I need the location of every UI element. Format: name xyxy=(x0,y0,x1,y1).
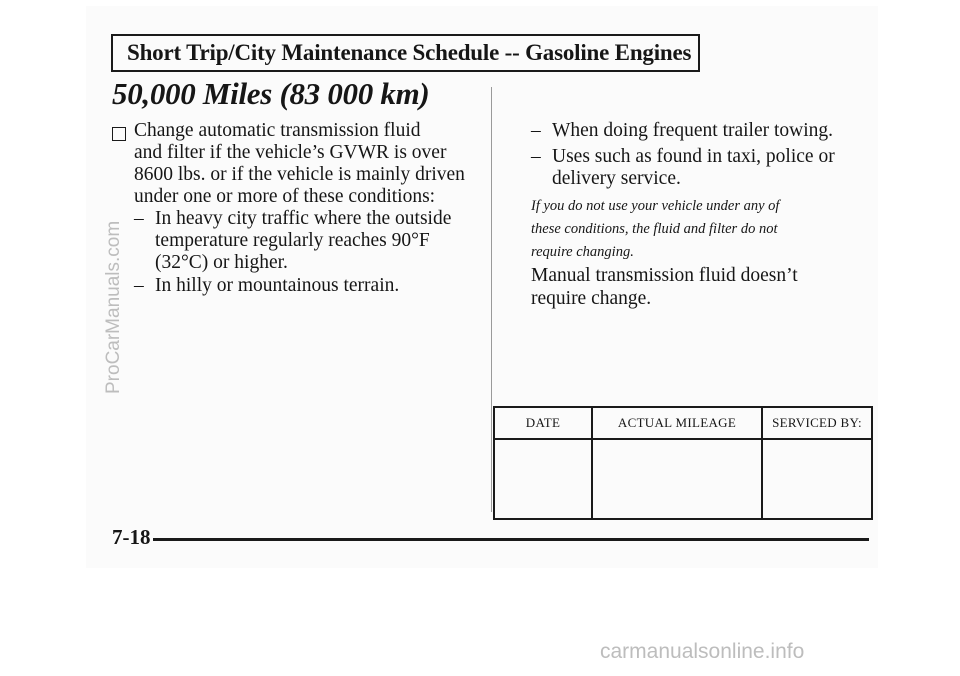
checkbox-icon[interactable] xyxy=(112,127,126,141)
service-record-table xyxy=(493,406,873,520)
manual-transmission-note xyxy=(531,264,851,310)
manual-line: Manual transmission fluid doesn’t xyxy=(531,265,798,286)
condition-line: (32°C) or higher. xyxy=(155,252,288,273)
manual-line: require change. xyxy=(531,288,652,309)
checklist-line: Change automatic transmission fluid xyxy=(134,120,421,141)
dash-bullet: – xyxy=(531,120,541,141)
dash-bullet: – xyxy=(531,146,541,167)
column-divider xyxy=(491,87,492,512)
page-number: 7-18 xyxy=(112,525,151,549)
mileage-column-header: ACTUAL MILEAGE xyxy=(592,407,762,439)
watermark-bottom: carmanualsonline.info xyxy=(600,640,805,663)
dash-bullet: – xyxy=(134,275,144,296)
italic-note xyxy=(531,195,831,264)
mileage-cell[interactable] xyxy=(592,439,762,519)
condition-line: temperature regularly reaches 90°F xyxy=(155,230,430,251)
watermark-left: ProCarManuals.com xyxy=(103,220,124,394)
checklist-line: under one or more of these conditions: xyxy=(134,186,436,207)
table-row xyxy=(494,439,872,519)
note-line: require changing. xyxy=(531,244,634,260)
footer-rule xyxy=(153,538,869,541)
table-header-row xyxy=(494,407,872,439)
serviced-by-cell[interactable] xyxy=(762,439,872,519)
serviced-by-column-header: SERVICED BY: xyxy=(762,407,872,439)
checklist-line: 8600 lbs. or if the vehicle is mainly driven xyxy=(134,164,465,185)
condition-text xyxy=(155,275,399,297)
note-line: these conditions, the fluid and filter do not xyxy=(531,221,778,237)
condition-line: In hilly or mountainous terrain. xyxy=(155,275,400,296)
date-cell[interactable] xyxy=(494,439,592,519)
checklist-line: and filter if the vehicle’s GVWR is over xyxy=(134,142,447,163)
date-column-header: DATE xyxy=(494,407,592,439)
dash-bullet: – xyxy=(134,208,144,229)
schedule-title-box xyxy=(111,34,700,72)
condition-line: delivery service. xyxy=(552,168,681,189)
mileage-heading: 50,000 Miles (83 000 km) xyxy=(112,76,430,111)
condition-text xyxy=(552,146,835,190)
schedule-title: Short Trip/City Maintenance Schedule -- Gasoline Engines xyxy=(127,40,692,65)
condition-line: In heavy city traffic where the outside xyxy=(155,208,452,229)
condition-text xyxy=(155,208,451,274)
note-line: If you do not use your vehicle under any of xyxy=(531,198,780,214)
condition-text xyxy=(552,120,833,142)
checklist-item-text xyxy=(134,120,474,208)
condition-line: Uses such as found in taxi, police or xyxy=(552,146,835,167)
condition-line: When doing frequent trailer towing. xyxy=(552,120,834,141)
